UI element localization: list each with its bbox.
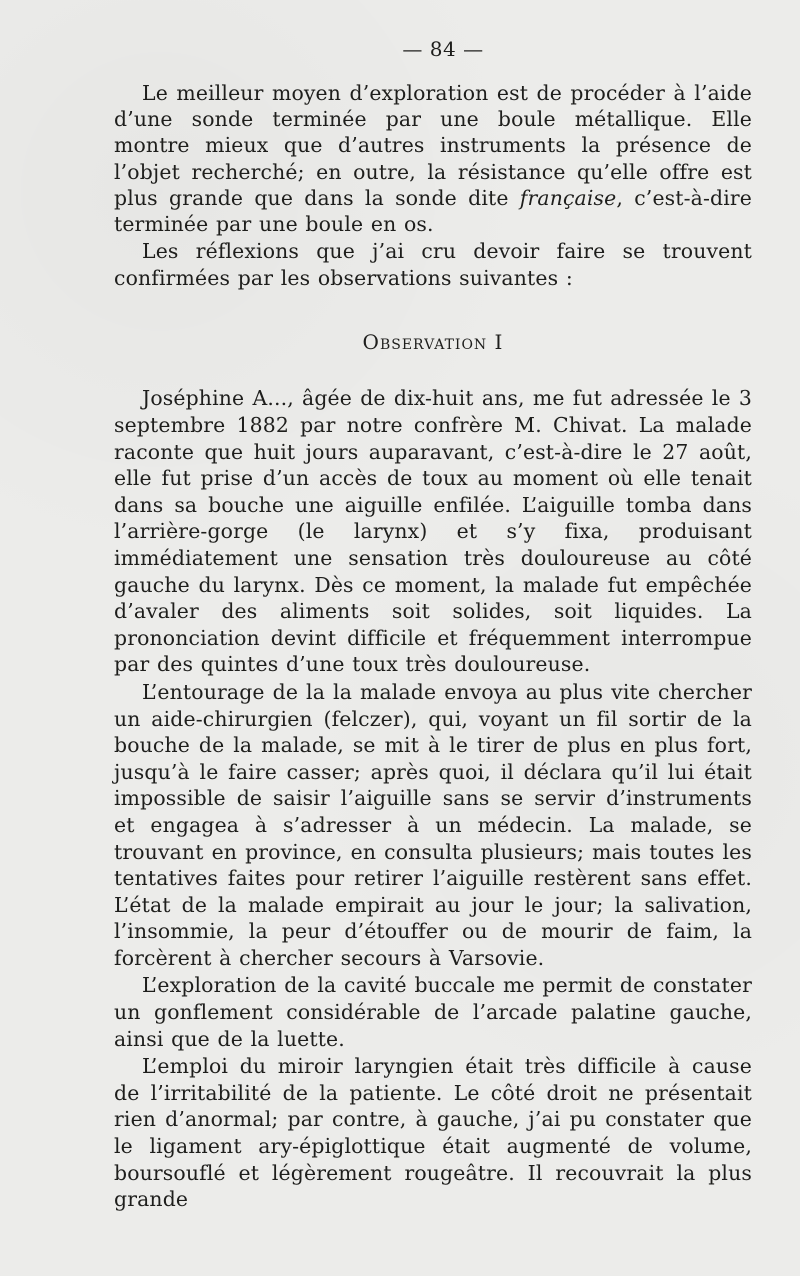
observation-title: Observation I xyxy=(362,330,504,355)
intro-paragraph-1-part-a: Le meilleur moyen d’exploration est de procéder à l’aide d’une sonde terminée par une boule métallique. Elle montre mieux que d’autres instruments la présence de l’objet recherché; en outre, la résistance qu’elle offre est plus grande que dans la sonde dite xyxy=(114,81,752,210)
page-number: — 84 — xyxy=(402,37,484,61)
intro-paragraph-1-italic: française xyxy=(519,185,617,210)
observation-paragraph-1: Joséphine A..., âgée de dix-huit ans, me fut adressée le 3 septembre 1882 par notre confrère M. Chivat. La malade raconte que huit jours auparavant, c’est-à-dire le 27 août, elle fut prise d’un accès de toux au moment où elle tenait dans sa bouche une aiguille enfilée. L’aiguille tomba dans l’arrière-gorge (le larynx) et s’y fixa, produisant immédiatement une sensation très douloureuse au côté gauche du larynx. Dès ce moment, la malade fut empêchée d’avaler des aliments soit solides, soit liquides. La prononciation devint difficile et fréquemment interrompue par des quintes d’une toux très douloureuse. xyxy=(114,386,752,677)
intro-paragraph-1-part-b: , c’est-à-dire terminée par une boule en os. xyxy=(114,185,752,237)
observation-paragraph-3: L’exploration de la cavité buccale me permit de constater un gonflement considérable de l’arcade palatine gauche, ainsi que de la luette. xyxy=(114,973,752,1051)
intro-paragraph-1 xyxy=(114,80,752,237)
observation-paragraph-2: L’entourage de la la malade envoya au plus vite chercher un aide-chirurgien (felczer), qui, voyant un fil sortir de la bouche de la malade, se mit à le tirer de plus en plus fort, jusqu’à le faire casser; après quoi, il déclara qu’il lui était impossible de saisir l’aiguille sans se servir d’instruments et engagea à s’adresser à un médecin. La malade, se trouvant en province, en consulta plusieurs; mais toutes les tentatives faites pour retirer l’aiguille restèrent sans effet. L’état de la malade empirait au jour le jour; la salivation, l’insommie, la peur d’étouffer ou de mourir de faim, la forcèrent à chercher secours à Varsovie. xyxy=(114,679,752,970)
intro-paragraph-2: Les réflexions que j’ai cru devoir faire se trouvent confirmées par les observations suivantes : xyxy=(114,239,752,290)
observation-paragraph-4: L’emploi du miroir laryngien était très difficile à cause de l’irritabilité de la patiente. Le côté droit ne présentait rien d’anormal; par contre, à gauche, j’ai pu constater que le ligament ary-épiglottique était augmenté de volume, boursouflé et légèrement rougeâtre. Il recouvrait la plus grande xyxy=(114,1054,752,1212)
